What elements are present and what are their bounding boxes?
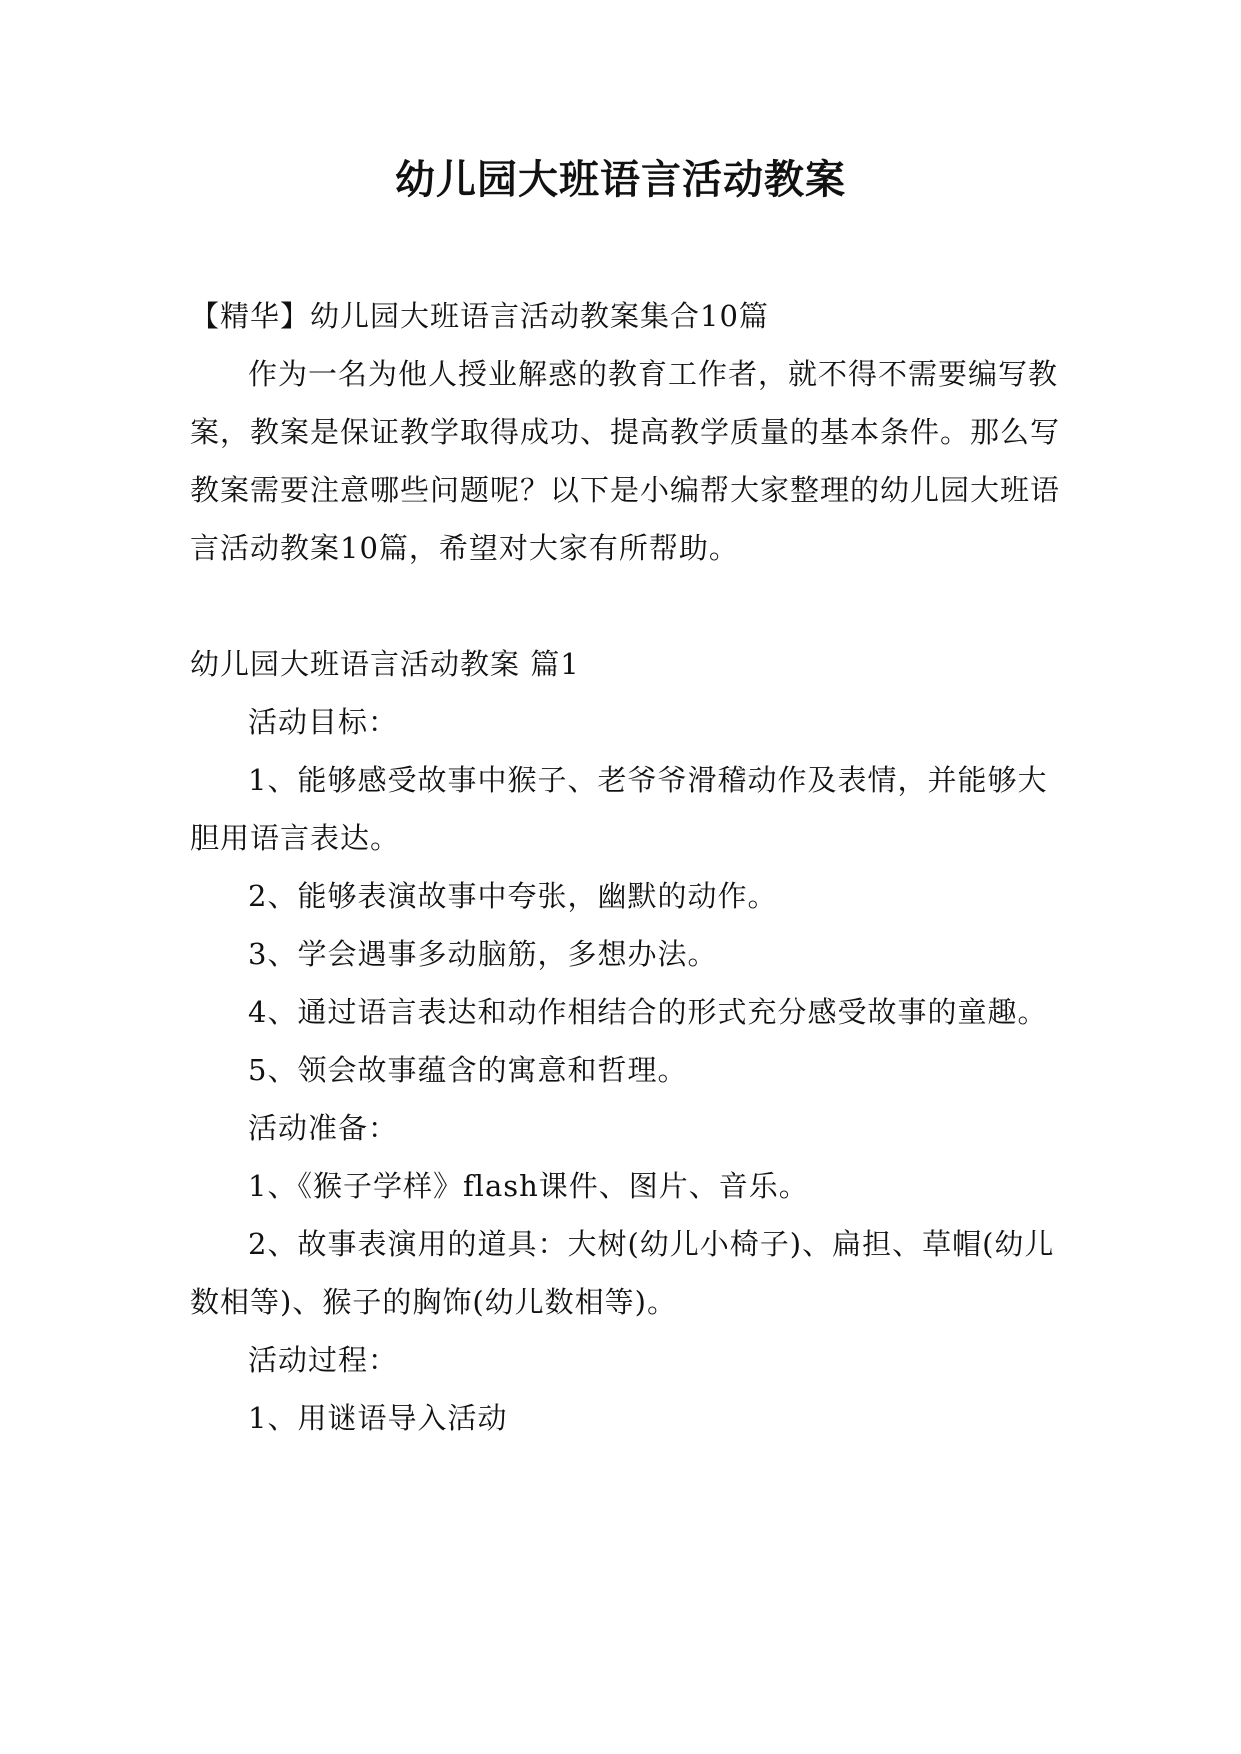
document-subtitle: 【精华】幼儿园大班语言活动教案集合10篇 (190, 299, 769, 333)
goal-item-4: 4、通过语言表达和动作相结合的形式充分感受故事的童趣。 (248, 995, 1048, 1029)
process-label: 活动过程： (248, 1343, 399, 1377)
goals-label: 活动目标： (248, 705, 399, 739)
prep-item-2: 2、故事表演用的道具：大树(幼儿小椅子)、扁担、草帽(幼儿数相等)、猴子的胸饰(幼儿数相等)。 (190, 1227, 1055, 1319)
document-title: 幼儿园大班语言活动教案 (395, 157, 846, 203)
goal-item-3: 3、学会遇事多动脑筋，多想办法。 (248, 937, 718, 971)
goal-item-1: 1、能够感受故事中猴子、老爷爷滑稽动作及表情，并能够大胆用语言表达。 (190, 763, 1048, 855)
document-body (190, 287, 1060, 1447)
goal-item-2: 2、能够表演故事中夸张，幽默的动作。 (248, 879, 778, 913)
prep-label: 活动准备： (248, 1111, 399, 1145)
process-item-1: 1、用谜语导入活动 (248, 1401, 508, 1435)
paragraph-spacer (190, 577, 1060, 635)
intro-paragraph: 作为一名为他人授业解惑的教育工作者，就不得不需要编写教案，教案是保证教学取得成功、提高教学质量的基本条件。那么写教案需要注意哪些问题呢？以下是小编帮大家整理的幼儿园大班语言活动教案10篇，希望对大家有所帮助。 (190, 357, 1061, 565)
prep-item-1: 1、《猴子学样》flash课件、图片、音乐。 (248, 1169, 809, 1203)
section-heading: 幼儿园大班语言活动教案 篇1 (190, 647, 580, 681)
goal-item-5: 5、领会故事蕴含的寓意和哲理。 (248, 1053, 688, 1087)
